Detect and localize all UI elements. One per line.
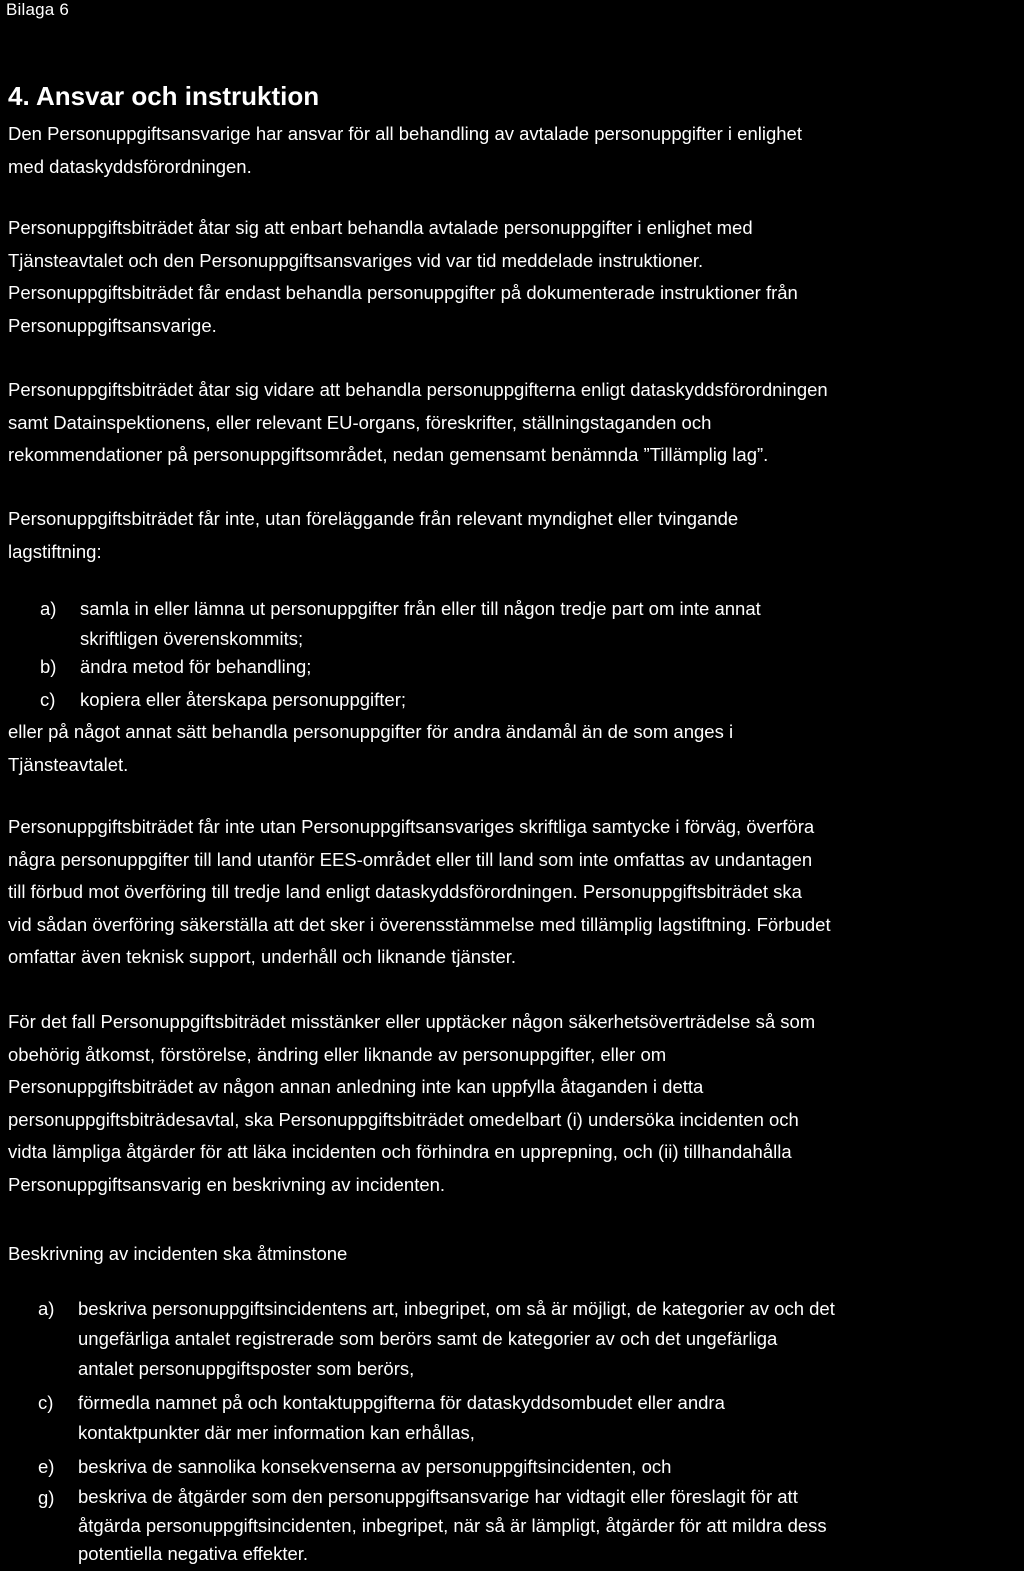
paragraph-line: Personuppgiftsbiträdet får inte, utan föreläggande från relevant myndighet eller tvingande <box>8 508 739 529</box>
paragraph-line: obehörig åtkomst, förstörelse, ändring eller liknande av personuppgifter, eller om <box>8 1043 667 1065</box>
list-item <box>40 594 1000 654</box>
list-item <box>40 685 1000 715</box>
list-line: ändra metod för behandling; <box>80 656 312 677</box>
attachment-label: Bilaga 6 <box>6 0 70 19</box>
paragraph-line: lagstiftning: <box>8 540 102 562</box>
list-text <box>78 1388 725 1448</box>
paragraph-other-purposes <box>8 716 1020 781</box>
paragraph-line: Personuppgiftsbiträdet får inte utan Personuppgiftsansvariges skriftliga samtycke i förväg, överföra <box>8 816 815 837</box>
paragraph-line: personuppgiftsbiträdesavtal, ska Personuppgiftsbiträdet omedelbart (i) undersöka incidenten och <box>8 1108 799 1130</box>
list-text <box>80 652 311 682</box>
list-text <box>78 1483 827 1569</box>
list-line: kopiera eller återskapa personuppgifter; <box>80 689 406 710</box>
list-item <box>38 1483 1023 1569</box>
list-line: antalet personuppgiftsposter som berörs, <box>78 1358 415 1379</box>
list-text <box>78 1294 835 1384</box>
list-text <box>80 594 761 654</box>
paragraph-line: rekommendationer på personuppgiftsområdet, nedan gemensamt benämnda ”Tillämplig lag”. <box>8 444 769 465</box>
list-marker: a) <box>40 598 57 619</box>
section-title: 4. Ansvar och instruktion <box>8 81 320 111</box>
list-text <box>80 685 406 715</box>
list-item <box>38 1388 1023 1448</box>
paragraph-incident-description-intro <box>8 1238 1020 1271</box>
list-line: ungefärliga antalet registrerade som berörs samt de kategorier av och det ungefärliga <box>78 1328 778 1349</box>
list-item <box>38 1452 1023 1482</box>
paragraph-security-breach <box>8 1006 1020 1201</box>
list-marker: a) <box>38 1298 55 1319</box>
paragraph-line: eller på något annat sätt behandla personuppgifter för andra ändamål än de som anges i <box>8 721 734 742</box>
paragraph-line: vid sådan överföring säkerställa att det sker i överensstämmelse med tillämplig lagstiftning. Förbudet <box>8 913 831 935</box>
list-line: åtgärda personuppgiftsincidenten, inbegripet, när så är lämpligt, åtgärder för att mildra dess <box>78 1514 827 1536</box>
paragraph-applicable-law <box>8 374 1020 472</box>
paragraph-line: Personuppgiftsansvarige. <box>8 314 217 336</box>
list-marker: c) <box>40 689 56 710</box>
list-marker: e) <box>38 1456 55 1477</box>
list-item <box>40 652 1000 682</box>
paragraph-line: Personuppgiftsbiträdet av någon annan anledning inte kan uppfylla åtaganden i detta <box>8 1076 704 1097</box>
paragraph-line: För det fall Personuppgiftsbiträdet misstänker eller upptäcker någon säkerhetsöverträdelse så som <box>8 1011 816 1032</box>
paragraph-line: Tjänsteavtalet och den Personuppgiftsansvariges vid var tid meddelade instruktioner. <box>8 249 704 271</box>
paragraph-line: Den Personuppgiftsansvarige har ansvar för all behandling av avtalade personuppgifter i enlighet <box>8 123 802 144</box>
paragraph-processor-commitment <box>8 212 1020 342</box>
paragraph-line: några personuppgifter till land utanför EES-området eller till land som inte omfattas av undantagen <box>8 848 813 870</box>
list-line: förmedla namnet på och kontaktuppgifterna för dataskyddsombudet eller andra <box>78 1392 725 1413</box>
paragraph-restrictions-intro <box>8 503 1020 568</box>
paragraph-line: omfattar även teknisk support, underhåll och liknande tjänster. <box>8 946 517 967</box>
paragraph-line: samt Datainspektionens, eller relevant EU-organs, föreskrifter, ställningstaganden och <box>8 411 712 433</box>
paragraph-line: Tjänsteavtalet. <box>8 753 129 775</box>
list-text <box>78 1452 671 1482</box>
paragraph-line: Personuppgiftsansvarig en beskrivning av incidenten. <box>8 1173 446 1195</box>
list-line: beskriva de åtgärder som den personuppgiftsansvarige har vidtagit eller föreslagit för att <box>78 1486 798 1507</box>
list-line: beskriva de sannolika konsekvenserna av personuppgiftsincidenten, och <box>78 1456 672 1477</box>
paragraph-line: Personuppgiftsbiträdet åtar sig att enbart behandla avtalade personuppgifter i enlighet med <box>8 217 753 238</box>
paragraph-line: Personuppgiftsbiträdet åtar sig vidare att behandla personuppgifterna enligt dataskyddsförordningen <box>8 379 828 400</box>
list-marker: g) <box>38 1487 55 1508</box>
list-line: samla in eller lämna ut personuppgifter från eller till någon tredje part om inte annat <box>80 598 761 619</box>
list-marker: b) <box>40 656 57 677</box>
list-marker: c) <box>38 1392 54 1413</box>
list-item <box>38 1294 1023 1384</box>
list-line: potentiella negativa effekter. <box>78 1543 309 1564</box>
list-line: kontaktpunkter där mer information kan erhållas, <box>78 1422 475 1443</box>
paragraph-third-country-transfer <box>8 811 1020 974</box>
list-line: skriftligen överenskommits; <box>80 628 304 649</box>
paragraph-line: till förbud mot överföring till tredje land enligt dataskyddsförordningen. Personuppgiftsbiträdet ska <box>8 881 802 902</box>
paragraph-line: med dataskyddsförordningen. <box>8 155 252 177</box>
list-line: beskriva personuppgiftsincidentens art, inbegripet, om så är möjligt, de kategorier av och det <box>78 1298 835 1319</box>
paragraph-line: Personuppgiftsbiträdet får endast behandla personuppgifter på dokumenterade instruktioner från <box>8 282 798 303</box>
paragraph-line: Beskrivning av incidenten ska åtminstone <box>8 1243 348 1264</box>
paragraph-line: vidta lämpliga åtgärder för att läka incidenten och förhindra en upprepning, och (ii) tillhandahålla <box>8 1141 792 1162</box>
paragraph-responsibility <box>8 118 1020 183</box>
